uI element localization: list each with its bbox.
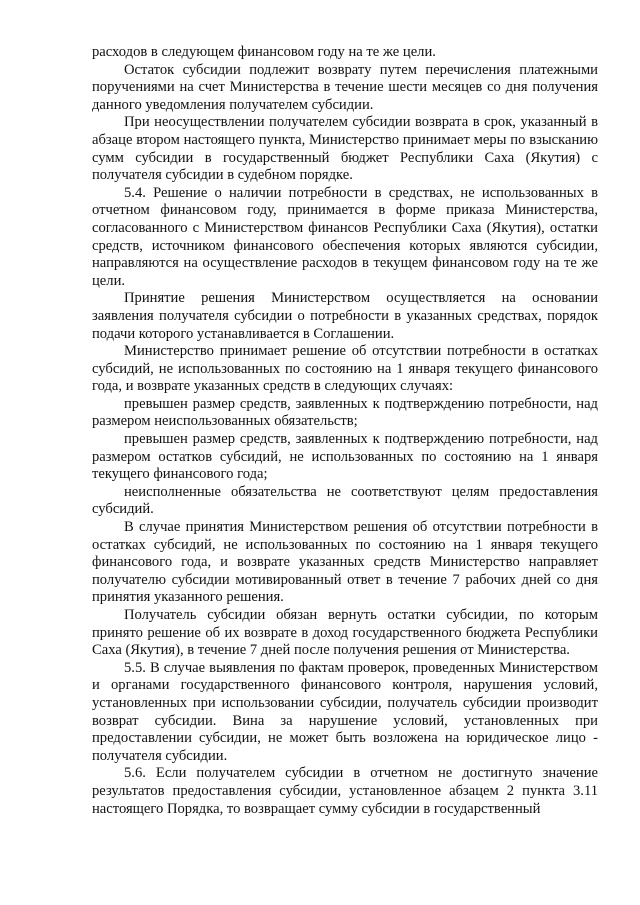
paragraph-case-2: превышен размер средств, заявленных к подтверждению потребности, над размером остатков субсидий, не использованных по состоянию на 1 января текущего финансового года; [92,431,598,483]
paragraph-return-remainder: Остаток субсидии подлежит возврату путем перечисления платежными поручениями на счет Министерства в течение шести месяцев со дня получения данного уведомления получателем субсидии. [92,61,598,113]
paragraph-no-need-decision: Министерство принимает решение об отсутствии потребности в остатках субсидий, не использованных по состоянию на 1 января текущего финансового года, и возврате указанных средств в следующих случаях: [92,343,598,395]
paragraph-decision-basis: Принятие решения Министерством осуществляется на основании заявления получателя субсидии о потребности в указанных средствах, порядок подачи которого устанавливается в Соглашении. [92,290,598,342]
paragraph-5-4: 5.4. Решение о наличии потребности в средствах, не использованных в отчетном финансовом году, принимается в форме приказа Министерства, согласованного с Министерством финансов Республики Саха (Якутия), остатки средств, источником финансового обеспечения которых являются субсидии, направляются на осуществление расходов в текущем финансовом году на те же цели. [92,184,598,289]
paragraph-case-3: неисполненные обязательства не соответствуют целям предоставления субсидий. [92,483,598,518]
paragraph-5-5: 5.5. В случае выявления по фактам проверок, проведенных Министерством и органами государственного финансового контроля, нарушения условий, установленных при использовании субсидии, получатель субсидии производит возврат субсидии. Вина за нарушение условий, установленных при предоставлении субсидии, не может быть возложена на юридическое лицо - получателя субсидии. [92,659,598,764]
paragraph-5-6: 5.6. Если получателем субсидии в отчетном не достигнуто значение результатов предоставления субсидии, установленное абзацем 2 пункта 3.11 настоящего Порядка, то возвращает сумму субсидии в государственный [92,765,598,817]
paragraph-case-1: превышен размер средств, заявленных к подтверждению потребности, над размером неиспользованных обязательств; [92,395,598,430]
paragraph-continuation: расходов в следующем финансовом году на те же цели. [92,44,436,60]
document-page [92,44,598,818]
paragraph-non-return: При неосуществлении получателем субсидии возврата в срок, указанный в абзаце втором настоящего пункта, Министерство принимает меры по взысканию сумм субсидии в государственный бюджет Республики Саха (Якутия) с получателя субсидии в судебном порядке. [92,114,598,184]
paragraph-motivated-answer: В случае принятия Министерством решения об отсутствии потребности в остатках субсидий, не использованных по состоянию на 1 января текущего финансового года, и возврате указанных средств Министерство направляет получателю субсидии мотивированный ответ в течение 7 рабочих дней со дня принятия указанного решения. [92,519,598,606]
paragraph-recipient-obligation: Получатель субсидии обязан вернуть остатки субсидии, по которым принято решение об их возврате в доход государственного бюджета Республики Саха (Якутия), в течение 7 дней после получения решения от Министерства. [92,607,598,659]
